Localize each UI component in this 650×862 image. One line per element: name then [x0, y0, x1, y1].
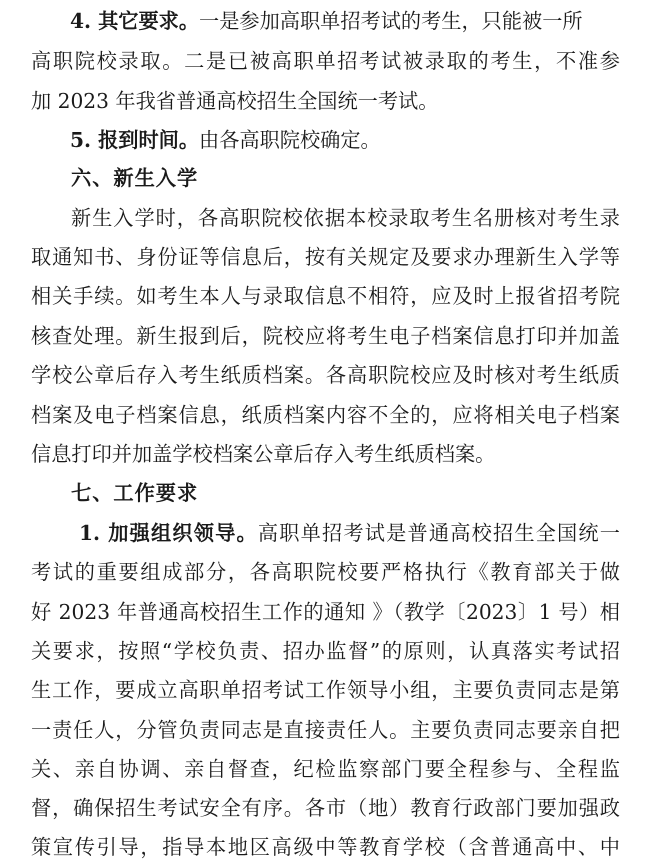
section7-line-6: 一责任人，分管负责同志是直接责任人。主要负责同志要亲自把: [31, 718, 620, 742]
section6-line-6: 档案及电子档案信息，纸质档案内容不全的，应将相关电子档案: [31, 403, 620, 427]
item4-line-1: [70, 6, 620, 36]
section7-item1-text: 高职单招考试是普通高校招生全国统一: [257, 521, 620, 545]
section6-line-4: 核查处理。新生报到后，院校应将考生电子档案信息打印并加盖: [31, 324, 620, 348]
section7-line-5: 生工作，要成立高职单招考试工作领导小组，主要负责同志是第: [31, 678, 620, 702]
section7-item1-heading: 1. 加强组织领导。: [79, 521, 258, 545]
item5-text: 由各高职院校确定。: [199, 128, 381, 152]
section7-line-3: 好 2023 年普通高校招生工作的通知 》（教学〔2023〕1 号）相: [31, 600, 620, 624]
item4-line-3: 加 2023 年我省普通高校招生全国统一考试。: [31, 89, 439, 113]
section6-line-3: 相关手续。如考生本人与录取信息不相符，应及时上报省招考院: [31, 284, 620, 308]
section6-line-7: 信息打印并加盖学校档案公章后存入考生纸质档案。: [31, 442, 496, 466]
item5-heading: 5. 报到时间。: [70, 128, 200, 152]
section7-line-2: 考试的重要组成部分，各高职院校要严格执行《教育部关于做: [31, 560, 620, 584]
section6-heading: 六、新生入学: [71, 166, 199, 190]
item4-line-2: 高职院校录取。二是已被高职单招考试被录取的考生，不准参: [31, 49, 620, 73]
section6-line-1: 新生入学时，各高职院校依据本校录取考生名册核对考生录: [71, 206, 620, 230]
item5-line: [70, 125, 620, 155]
section7-line-9: 策宣传引导，指导本地区高级中等教育学校（含普通高中、中: [31, 835, 620, 859]
section7-line-7: 关、亲自协调、亲自督查，纪检监察部门要全程参与、全程监: [31, 757, 620, 781]
section6-line-2: 取通知书、身份证等信息后，按有关规定及要求办理新生入学等: [31, 245, 620, 269]
section7-line-4: 关要求，按照“学校负责、招办监督”的原则，认真落实考试招: [31, 639, 620, 663]
item4-heading: 4. 其它要求。: [70, 9, 200, 33]
item4-text: 一是参加高职单招考试的考生，只能被一所: [199, 9, 583, 33]
section7-heading: 七、工作要求: [71, 481, 199, 505]
section7-item1-line-1: [79, 518, 620, 548]
section7-line-8: 督，确保招生考试安全有序。各市（地）教育行政部门要加强政: [31, 796, 620, 820]
section6-line-5: 学校公章后存入考生纸质档案。各高职院校应及时核对考生纸质: [31, 363, 620, 387]
